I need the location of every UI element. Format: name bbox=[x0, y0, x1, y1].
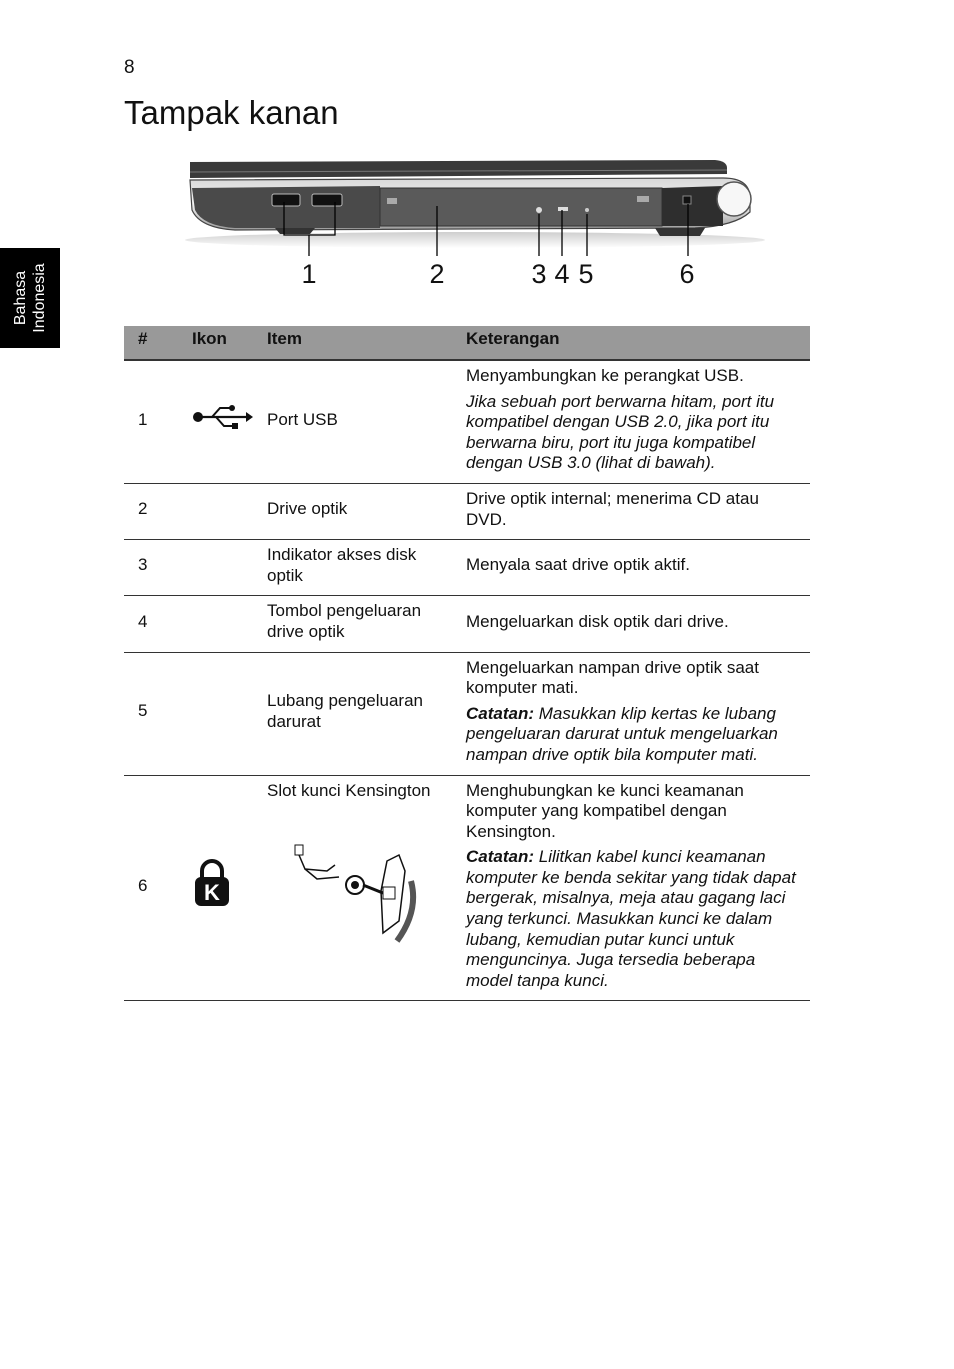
page-title: Tampak kanan bbox=[124, 94, 339, 131]
row-desc: Menghubungkan ke kunci keamanan komputer yang kompatibel dengan Kensington. bbox=[466, 780, 744, 841]
callout-4: 4 bbox=[554, 259, 570, 289]
table-row bbox=[124, 596, 810, 652]
callout-5: 5 bbox=[578, 259, 594, 289]
left-dark-panel bbox=[192, 186, 380, 228]
row-num: 3 bbox=[124, 540, 186, 596]
table-row bbox=[124, 652, 810, 775]
row-num: 5 bbox=[124, 652, 186, 775]
hinge-cylinder bbox=[717, 182, 751, 216]
callout-3: 3 bbox=[531, 259, 547, 289]
row-num: 2 bbox=[124, 483, 186, 539]
row-note: Lilitkan kabel kunci keamanan komputer ke benda sekitar yang tidak dapat bergerak, misalnya, meja atau gagang laci yang terkunci. Masukkan kunci ke dalam lubang, kemudian putar kunci untuk menguncinya. Juga tersedia beberapa model tanpa kunci. bbox=[466, 847, 796, 990]
table-row bbox=[124, 483, 810, 539]
side-tab-line2: Indonesia bbox=[31, 263, 48, 333]
kensington-lock-icon bbox=[192, 858, 232, 908]
header-num: # bbox=[124, 326, 186, 360]
eject-button bbox=[558, 207, 568, 211]
kensington-slot bbox=[683, 196, 691, 204]
disk-indicator bbox=[536, 207, 542, 213]
header-ikon: Ikon bbox=[186, 326, 261, 360]
row-item: Tombol pengeluaran drive optik bbox=[261, 596, 460, 652]
side-tab-line1: Bahasa bbox=[12, 270, 29, 326]
row-num: 6 bbox=[124, 775, 186, 1001]
kensington-lock-illustration bbox=[287, 841, 437, 951]
callout-1: 1 bbox=[301, 259, 317, 289]
usb-port-1 bbox=[272, 194, 300, 206]
ports-table bbox=[124, 326, 810, 1001]
row-item: Lubang pengeluaran darurat bbox=[261, 652, 460, 775]
row-item: Port USB bbox=[261, 360, 460, 483]
header-keterangan: Keterangan bbox=[460, 326, 810, 360]
language-side-tab bbox=[0, 248, 60, 348]
emergency-eject-hole bbox=[585, 208, 589, 212]
table-row bbox=[124, 775, 810, 1001]
row-desc: Menyambungkan ke perangkat USB. bbox=[466, 366, 744, 385]
row-desc: Mengeluarkan nampan drive optik saat komputer mati. bbox=[466, 657, 759, 698]
row-item: Drive optik bbox=[261, 483, 460, 539]
row-desc: Mengeluarkan disk optik dari drive. bbox=[460, 596, 810, 652]
callout-2: 2 bbox=[429, 259, 445, 289]
row-num: 4 bbox=[124, 596, 186, 652]
row-desc: Drive optik internal; menerima CD atau DVD. bbox=[460, 483, 810, 539]
optical-drive bbox=[380, 188, 662, 226]
row-item: Slot kunci Kensington bbox=[267, 780, 431, 800]
row-item: Indikator akses disk optik bbox=[261, 540, 460, 596]
callout-6: 6 bbox=[679, 259, 695, 289]
table-row bbox=[124, 360, 810, 483]
table-header-row bbox=[124, 326, 810, 360]
row-note: Masukkan klip kertas ke lubang pengeluaran darurat untuk mengeluarkan nampan drive optik bila komputer mati. bbox=[466, 703, 778, 764]
note-label: Catatan: bbox=[466, 703, 535, 723]
usb-port-2 bbox=[312, 194, 342, 206]
laptop-lid bbox=[190, 160, 727, 178]
usb-icon bbox=[192, 404, 254, 430]
row-note: Jika sebuah port berwarna hitam, port itu kompatibel dengan USB 2.0, jika port itu berwarna biru, port itu juga kompatibel dengan USB 3.0 (lihat di bawah). bbox=[466, 391, 775, 473]
header-item: Item bbox=[261, 326, 460, 360]
note-label: Catatan: bbox=[466, 847, 535, 867]
page-number: 8 bbox=[124, 57, 135, 78]
row-desc: Menyala saat drive optik aktif. bbox=[460, 540, 810, 596]
row-num: 1 bbox=[124, 360, 186, 483]
table-row bbox=[124, 540, 810, 596]
svg-text:K: K bbox=[204, 880, 220, 906]
